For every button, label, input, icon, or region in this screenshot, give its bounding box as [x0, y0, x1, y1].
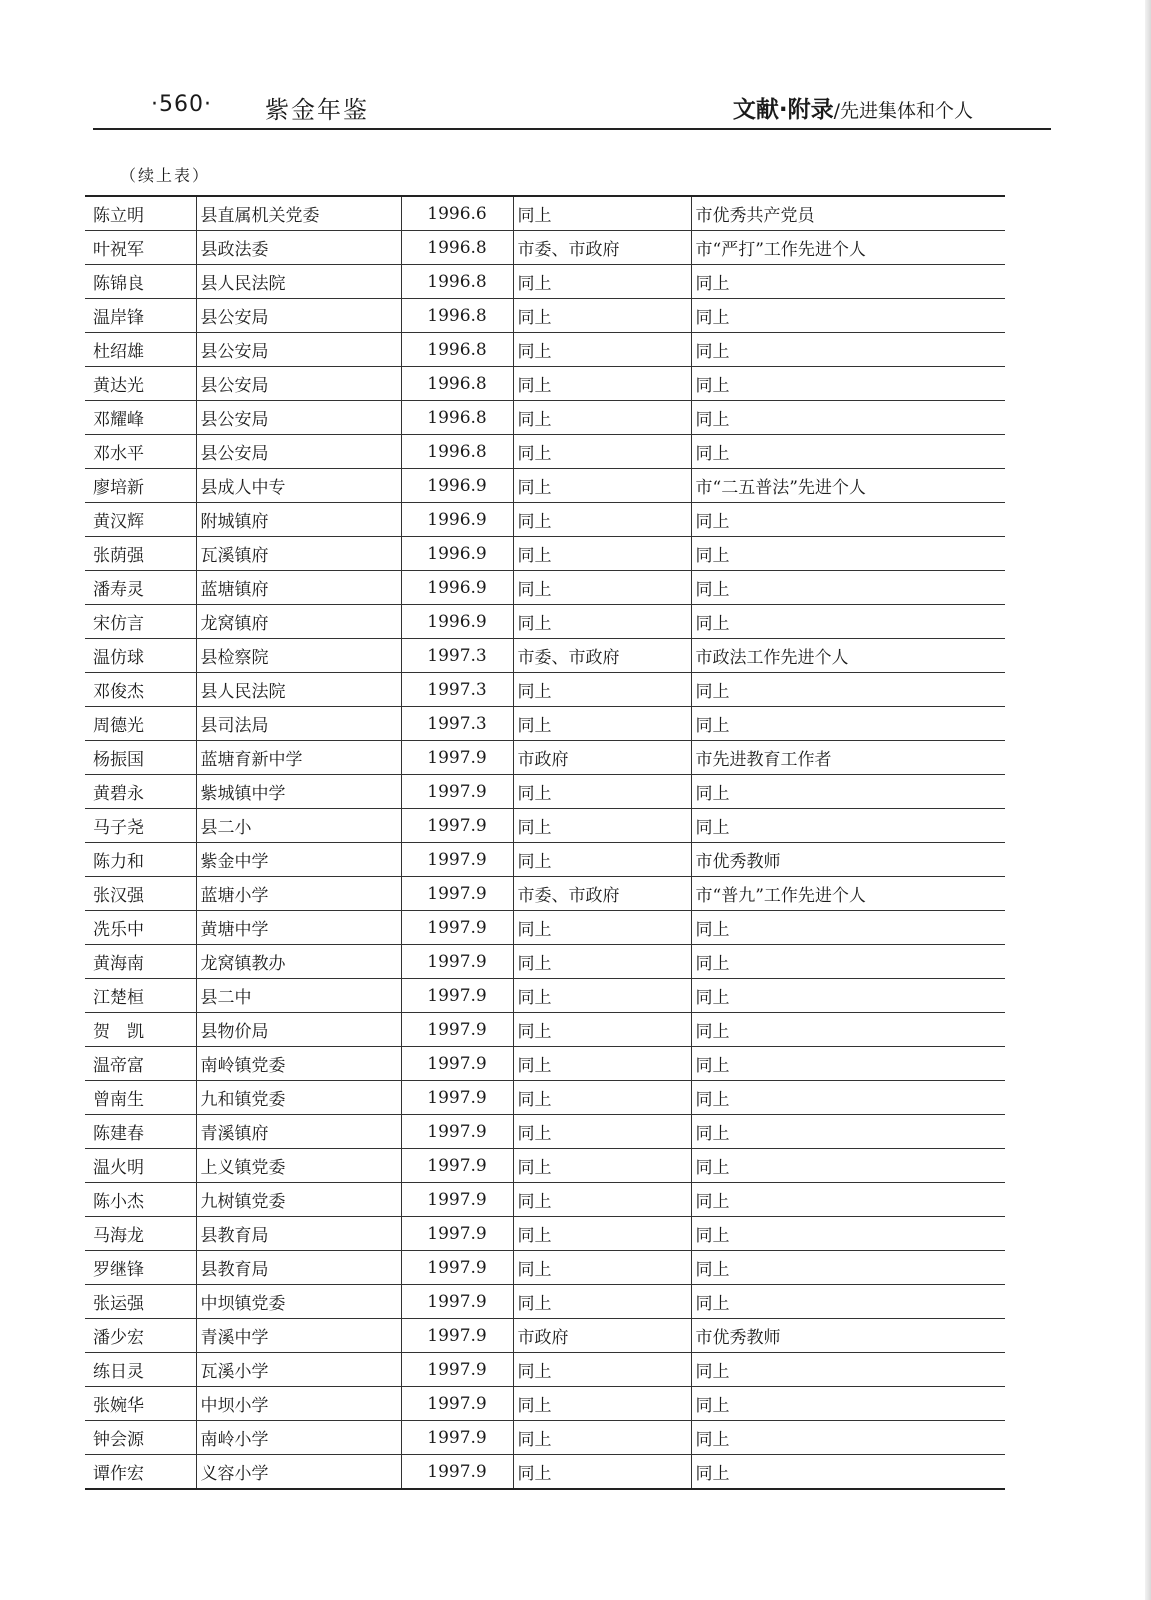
table-row: [85, 265, 1005, 299]
cell-honor: 同上: [691, 945, 1005, 979]
cell-awarding-body: 同上: [513, 537, 691, 571]
table-row: [85, 1081, 1005, 1115]
cell-awarding-body: 同上: [513, 1285, 691, 1319]
table-row: [85, 435, 1005, 469]
section-title-main: 文献·附录: [732, 97, 834, 123]
cell-name: 廖培新: [85, 469, 196, 503]
cell-awarding-body: 同上: [513, 265, 691, 299]
cell-honor: 市优秀共产党员: [691, 196, 1005, 231]
cell-honor: 同上: [691, 1217, 1005, 1251]
book-title: 紫金年鉴: [265, 96, 369, 124]
cell-honor: 同上: [691, 537, 1005, 571]
cell-unit: 瓦溪镇府: [196, 537, 401, 571]
cell-name: 黄汉辉: [85, 503, 196, 537]
cell-awarding-body: 市委、市政府: [513, 877, 691, 911]
table-row: [85, 911, 1005, 945]
cell-date: 1996.9: [401, 605, 513, 639]
cell-name: 邓耀峰: [85, 401, 196, 435]
cell-awarding-body: 同上: [513, 401, 691, 435]
cell-date: 1997.9: [401, 1047, 513, 1081]
cell-honor: 同上: [691, 265, 1005, 299]
page-number: ·560·: [151, 92, 212, 117]
table-row: [85, 1183, 1005, 1217]
table-row: [85, 299, 1005, 333]
cell-honor: 市先进教育工作者: [691, 741, 1005, 775]
table-row: [85, 707, 1005, 741]
cell-name: 罗继锋: [85, 1251, 196, 1285]
cell-name: 贺 凯: [85, 1013, 196, 1047]
cell-date: 1997.9: [401, 1013, 513, 1047]
cell-awarding-body: 同上: [513, 1115, 691, 1149]
cell-date: 1997.9: [401, 1455, 513, 1490]
cell-awarding-body: 同上: [513, 333, 691, 367]
table-row: [85, 1387, 1005, 1421]
cell-unit: 县物价局: [196, 1013, 401, 1047]
cell-unit: 蓝塘小学: [196, 877, 401, 911]
cell-honor: 同上: [691, 1149, 1005, 1183]
cell-awarding-body: 同上: [513, 1251, 691, 1285]
cell-date: 1997.9: [401, 945, 513, 979]
cell-date: 1997.9: [401, 809, 513, 843]
cell-awarding-body: 市委、市政府: [513, 231, 691, 265]
cell-honor: 同上: [691, 503, 1005, 537]
table-row: [85, 1285, 1005, 1319]
cell-honor: 同上: [691, 775, 1005, 809]
cell-awarding-body: 同上: [513, 707, 691, 741]
cell-name: 杨振国: [85, 741, 196, 775]
cell-date: 1997.9: [401, 979, 513, 1013]
cell-name: 温帝富: [85, 1047, 196, 1081]
cell-honor: 市“二五普法”先进个人: [691, 469, 1005, 503]
cell-honor: 市优秀教师: [691, 843, 1005, 877]
cell-honor: 同上: [691, 1013, 1005, 1047]
cell-name: 张汉强: [85, 877, 196, 911]
cell-name: 张婉华: [85, 1387, 196, 1421]
section-title: [733, 91, 973, 124]
cell-date: 1996.9: [401, 571, 513, 605]
cell-date: 1996.8: [401, 265, 513, 299]
cell-honor: 同上: [691, 1047, 1005, 1081]
cell-awarding-body: 同上: [513, 1387, 691, 1421]
cell-honor: 同上: [691, 1081, 1005, 1115]
cell-honor: 市政法工作先进个人: [691, 639, 1005, 673]
cell-date: 1997.3: [401, 639, 513, 673]
page-header: [93, 88, 1051, 130]
honors-table-container: [85, 195, 1005, 1490]
cell-date: 1996.8: [401, 299, 513, 333]
cell-honor: 同上: [691, 1421, 1005, 1455]
table-row: [85, 1319, 1005, 1353]
cell-date: 1997.3: [401, 707, 513, 741]
cell-name: 陈建春: [85, 1115, 196, 1149]
cell-honor: 同上: [691, 367, 1005, 401]
cell-unit: 中坝镇党委: [196, 1285, 401, 1319]
continued-label: （续上表）: [120, 166, 211, 185]
table-row: [85, 1115, 1005, 1149]
cell-date: 1996.6: [401, 196, 513, 231]
cell-honor: 同上: [691, 809, 1005, 843]
table-row: [85, 367, 1005, 401]
cell-date: 1997.9: [401, 1081, 513, 1115]
table-row: [85, 877, 1005, 911]
cell-date: 1997.9: [401, 1251, 513, 1285]
cell-awarding-body: 同上: [513, 299, 691, 333]
cell-unit: 蓝塘镇府: [196, 571, 401, 605]
table-row: [85, 231, 1005, 265]
cell-honor: 同上: [691, 1353, 1005, 1387]
cell-honor: 同上: [691, 979, 1005, 1013]
table-row: [85, 979, 1005, 1013]
cell-awarding-body: 同上: [513, 945, 691, 979]
cell-unit: 县二小: [196, 809, 401, 843]
cell-honor: 同上: [691, 435, 1005, 469]
cell-awarding-body: 同上: [513, 1421, 691, 1455]
table-row: [85, 571, 1005, 605]
cell-unit: 县公安局: [196, 435, 401, 469]
cell-unit: 瓦溪小学: [196, 1353, 401, 1387]
cell-name: 陈力和: [85, 843, 196, 877]
cell-awarding-body: 同上: [513, 673, 691, 707]
cell-date: 1996.8: [401, 367, 513, 401]
cell-date: 1996.9: [401, 503, 513, 537]
table-row: [85, 469, 1005, 503]
cell-unit: 县司法局: [196, 707, 401, 741]
cell-honor: 同上: [691, 1387, 1005, 1421]
cell-awarding-body: 同上: [513, 605, 691, 639]
cell-awarding-body: 同上: [513, 843, 691, 877]
cell-honor: 同上: [691, 673, 1005, 707]
cell-name: 黄海南: [85, 945, 196, 979]
cell-unit: 龙窝镇府: [196, 605, 401, 639]
cell-unit: 蓝塘育新中学: [196, 741, 401, 775]
cell-unit: 上义镇党委: [196, 1149, 401, 1183]
cell-name: 周德光: [85, 707, 196, 741]
cell-name: 江楚桓: [85, 979, 196, 1013]
cell-name: 潘寿灵: [85, 571, 196, 605]
cell-name: 钟会源: [85, 1421, 196, 1455]
scan-edge: [1145, 0, 1151, 1600]
cell-awarding-body: 同上: [513, 469, 691, 503]
cell-date: 1996.8: [401, 435, 513, 469]
cell-awarding-body: 市政府: [513, 741, 691, 775]
cell-unit: 南岭镇党委: [196, 1047, 401, 1081]
cell-date: 1997.9: [401, 1149, 513, 1183]
cell-name: 陈小杰: [85, 1183, 196, 1217]
cell-name: 温仿球: [85, 639, 196, 673]
cell-unit: 南岭小学: [196, 1421, 401, 1455]
honors-table-body: [85, 196, 1005, 1489]
cell-honor: 同上: [691, 333, 1005, 367]
cell-honor: 同上: [691, 571, 1005, 605]
cell-honor: 同上: [691, 1251, 1005, 1285]
cell-awarding-body: 同上: [513, 435, 691, 469]
table-row: [85, 333, 1005, 367]
cell-unit: 县教育局: [196, 1217, 401, 1251]
table-row: [85, 1251, 1005, 1285]
cell-unit: 龙窝镇教办: [196, 945, 401, 979]
cell-unit: 县直属机关党委: [196, 196, 401, 231]
cell-awarding-body: 同上: [513, 1217, 691, 1251]
cell-honor: 同上: [691, 299, 1005, 333]
cell-awarding-body: 同上: [513, 1081, 691, 1115]
table-row: [85, 843, 1005, 877]
cell-honor: 同上: [691, 401, 1005, 435]
cell-honor: 同上: [691, 1115, 1005, 1149]
cell-date: 1997.9: [401, 1421, 513, 1455]
cell-honor: 同上: [691, 911, 1005, 945]
cell-name: 谭作宏: [85, 1455, 196, 1490]
cell-awarding-body: 同上: [513, 1455, 691, 1490]
cell-honor: 同上: [691, 1455, 1005, 1490]
cell-unit: 县政法委: [196, 231, 401, 265]
cell-unit: 县公安局: [196, 401, 401, 435]
table-row: [85, 809, 1005, 843]
cell-honor: 市“严打”工作先进个人: [691, 231, 1005, 265]
cell-name: 潘少宏: [85, 1319, 196, 1353]
cell-awarding-body: 同上: [513, 1183, 691, 1217]
table-row: [85, 741, 1005, 775]
table-row: [85, 1353, 1005, 1387]
cell-name: 黄达光: [85, 367, 196, 401]
cell-date: 1996.9: [401, 469, 513, 503]
cell-date: 1996.8: [401, 401, 513, 435]
cell-awarding-body: 同上: [513, 1047, 691, 1081]
table-row: [85, 639, 1005, 673]
cell-unit: 县公安局: [196, 367, 401, 401]
cell-name: 张运强: [85, 1285, 196, 1319]
cell-unit: 紫金中学: [196, 843, 401, 877]
table-row: [85, 945, 1005, 979]
cell-unit: 附城镇府: [196, 503, 401, 537]
cell-name: 杜绍雄: [85, 333, 196, 367]
cell-unit: 县成人中专: [196, 469, 401, 503]
cell-awarding-body: 同上: [513, 911, 691, 945]
cell-awarding-body: 同上: [513, 1013, 691, 1047]
cell-unit: 九和镇党委: [196, 1081, 401, 1115]
cell-date: 1996.8: [401, 333, 513, 367]
cell-date: 1997.9: [401, 1319, 513, 1353]
cell-name: 冼乐中: [85, 911, 196, 945]
cell-date: 1997.9: [401, 843, 513, 877]
cell-awarding-body: 同上: [513, 571, 691, 605]
cell-name: 陈立明: [85, 196, 196, 231]
cell-honor: 同上: [691, 1183, 1005, 1217]
cell-date: 1997.9: [401, 1353, 513, 1387]
table-row: [85, 1421, 1005, 1455]
cell-awarding-body: 市政府: [513, 1319, 691, 1353]
section-title-sub: /先进集体和个人: [833, 100, 973, 122]
cell-date: 1997.9: [401, 1387, 513, 1421]
table-row: [85, 1047, 1005, 1081]
table-row: [85, 605, 1005, 639]
table-row: [85, 401, 1005, 435]
table-row: [85, 503, 1005, 537]
cell-date: 1996.8: [401, 231, 513, 265]
cell-date: 1997.9: [401, 1115, 513, 1149]
cell-date: 1997.9: [401, 911, 513, 945]
table-row: [85, 1149, 1005, 1183]
cell-awarding-body: 同上: [513, 196, 691, 231]
cell-name: 宋仿言: [85, 605, 196, 639]
table-row: [85, 196, 1005, 231]
cell-unit: 县人民法院: [196, 265, 401, 299]
table-row: [85, 537, 1005, 571]
cell-honor: 市“普九”工作先进个人: [691, 877, 1005, 911]
cell-name: 马子尧: [85, 809, 196, 843]
cell-date: 1997.3: [401, 673, 513, 707]
cell-name: 温岸锋: [85, 299, 196, 333]
cell-unit: 义容小学: [196, 1455, 401, 1490]
cell-date: 1997.9: [401, 741, 513, 775]
table-row: [85, 673, 1005, 707]
cell-honor: 同上: [691, 1285, 1005, 1319]
cell-date: 1997.9: [401, 1285, 513, 1319]
table-row: [85, 1013, 1005, 1047]
cell-name: 练日灵: [85, 1353, 196, 1387]
cell-unit: 县公安局: [196, 299, 401, 333]
cell-unit: 县二中: [196, 979, 401, 1013]
cell-name: 张荫强: [85, 537, 196, 571]
cell-name: 陈锦良: [85, 265, 196, 299]
cell-name: 黄碧永: [85, 775, 196, 809]
cell-date: 1997.9: [401, 1217, 513, 1251]
cell-name: 邓俊杰: [85, 673, 196, 707]
table-row: [85, 1217, 1005, 1251]
cell-unit: 青溪镇府: [196, 1115, 401, 1149]
cell-unit: 县人民法院: [196, 673, 401, 707]
table-row: [85, 1455, 1005, 1490]
cell-unit: 紫城镇中学: [196, 775, 401, 809]
cell-date: 1997.9: [401, 877, 513, 911]
cell-name: 叶祝军: [85, 231, 196, 265]
cell-awarding-body: 同上: [513, 1353, 691, 1387]
cell-awarding-body: 同上: [513, 367, 691, 401]
cell-name: 曾南生: [85, 1081, 196, 1115]
cell-date: 1996.9: [401, 537, 513, 571]
cell-awarding-body: 同上: [513, 775, 691, 809]
cell-awarding-body: 同上: [513, 809, 691, 843]
cell-unit: 中坝小学: [196, 1387, 401, 1421]
cell-name: 邓水平: [85, 435, 196, 469]
cell-unit: 青溪中学: [196, 1319, 401, 1353]
cell-honor: 同上: [691, 707, 1005, 741]
cell-unit: 黄塘中学: [196, 911, 401, 945]
cell-unit: 县教育局: [196, 1251, 401, 1285]
cell-unit: 县检察院: [196, 639, 401, 673]
cell-awarding-body: 市委、市政府: [513, 639, 691, 673]
cell-awarding-body: 同上: [513, 1149, 691, 1183]
cell-awarding-body: 同上: [513, 979, 691, 1013]
cell-name: 马海龙: [85, 1217, 196, 1251]
cell-name: 温火明: [85, 1149, 196, 1183]
cell-honor: 同上: [691, 605, 1005, 639]
table-row: [85, 775, 1005, 809]
cell-date: 1997.9: [401, 1183, 513, 1217]
cell-honor: 市优秀教师: [691, 1319, 1005, 1353]
honors-table: [85, 195, 1005, 1490]
cell-unit: 九树镇党委: [196, 1183, 401, 1217]
cell-unit: 县公安局: [196, 333, 401, 367]
cell-date: 1997.9: [401, 775, 513, 809]
cell-awarding-body: 同上: [513, 503, 691, 537]
